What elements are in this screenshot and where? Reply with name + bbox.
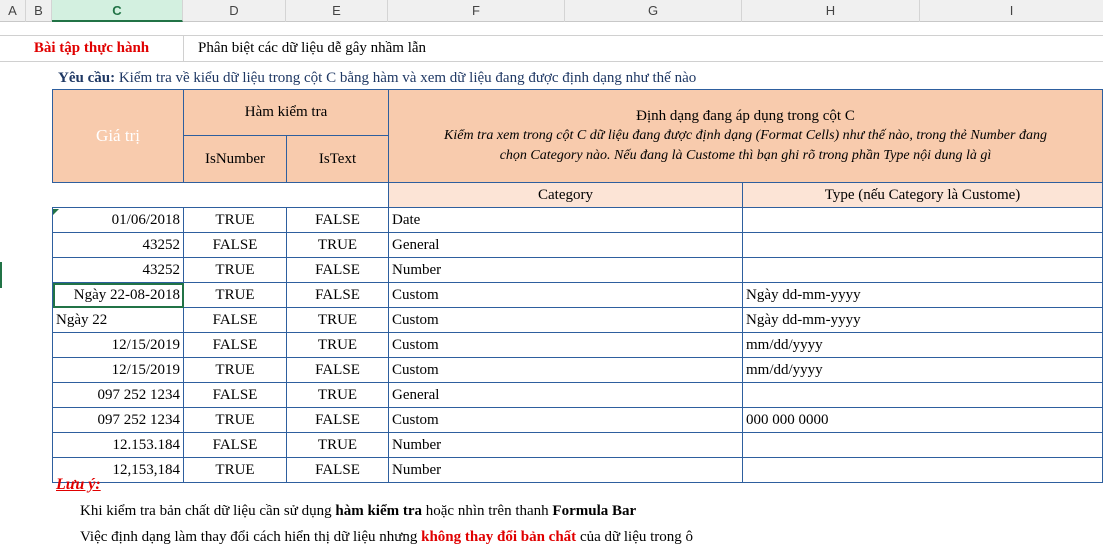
isnumber-cell[interactable]: TRUE xyxy=(184,258,287,283)
category-cell[interactable]: Custom xyxy=(389,333,743,358)
isnumber-cell[interactable]: TRUE xyxy=(184,358,287,383)
column-header-h[interactable]: H xyxy=(742,0,920,22)
isnumber-cell[interactable]: TRUE xyxy=(184,458,287,483)
type-cell[interactable] xyxy=(743,208,1103,233)
note-1-bold-a: hàm kiểm tra xyxy=(335,503,423,519)
isnumber-cell[interactable]: TRUE xyxy=(184,408,287,433)
format-description-1: Kiểm tra xem trong cột C dữ liệu đang được định dạng (Format Cells) như thế nào, trong thẻ Number đang xyxy=(444,128,1047,143)
isnumber-cell[interactable]: FALSE xyxy=(184,308,287,333)
isnumber-cell[interactable]: FALSE xyxy=(184,433,287,458)
table-row xyxy=(53,383,1103,408)
note-line-1 xyxy=(80,500,636,522)
table-row xyxy=(53,208,1103,233)
table-row xyxy=(53,233,1103,258)
exercise-title: Phân biệt các dữ liệu dễ gây nhầm lẫn xyxy=(198,40,427,56)
format-description-2: chọn Category nào. Nếu đang là Custome thì bạn ghi rõ trong phần Type nội dung là gì xyxy=(499,148,992,163)
error-indicator-icon[interactable] xyxy=(53,209,59,215)
istext-cell[interactable]: TRUE xyxy=(287,308,389,333)
header-format[interactable] xyxy=(389,90,1103,183)
note-2-text-b: của dữ liệu trong ô xyxy=(576,529,694,545)
table-row xyxy=(53,408,1103,433)
table-row xyxy=(53,358,1103,383)
note-1-bold-b: Formula Bar xyxy=(552,503,637,519)
note-label: Lưu ý: xyxy=(56,476,101,493)
value-cell[interactable]: 097 252 1234 xyxy=(53,383,184,408)
column-header-i[interactable]: I xyxy=(1009,3,1014,18)
header-isnumber[interactable]: IsNumber xyxy=(184,136,287,183)
istext-cell[interactable]: FALSE xyxy=(287,408,389,433)
column-header-e[interactable]: E xyxy=(286,0,388,22)
table-row xyxy=(53,458,1103,483)
note-2-highlight: không thay đổi bản chất xyxy=(421,529,577,545)
data-table xyxy=(52,89,1103,483)
type-cell[interactable] xyxy=(743,433,1103,458)
column-header-a[interactable]: A xyxy=(0,0,26,22)
note-1-text-b: hoặc nhìn trên thanh xyxy=(422,503,553,519)
table-row xyxy=(53,258,1103,283)
title-row-divider xyxy=(183,35,184,62)
value-cell[interactable]: 12/15/2019 xyxy=(53,333,184,358)
header-value[interactable]: Giá trị xyxy=(53,90,184,183)
type-cell[interactable] xyxy=(743,258,1103,283)
category-cell[interactable]: Custom xyxy=(389,358,743,383)
table-row xyxy=(53,308,1103,333)
istext-cell[interactable]: FALSE xyxy=(287,208,389,233)
column-header-f[interactable]: F xyxy=(388,0,565,22)
category-cell[interactable]: Number xyxy=(389,258,743,283)
header-check-functions[interactable]: Hàm kiểm tra xyxy=(184,90,389,136)
value-cell[interactable]: 12,153,184 xyxy=(53,458,184,483)
isnumber-cell[interactable]: FALSE xyxy=(184,383,287,408)
type-cell[interactable] xyxy=(743,458,1103,483)
category-cell[interactable]: Custom xyxy=(389,308,743,333)
note-line-2 xyxy=(80,526,693,548)
requirement-text: Kiểm tra về kiểu dữ liệu trong cột C bằng hàm và xem dữ liệu đang được định dạng như thế nào xyxy=(115,70,697,86)
note-1-text-a: Khi kiểm tra bản chất dữ liệu cần sử dụng xyxy=(80,503,336,519)
value-cell[interactable]: Ngày 22 xyxy=(53,308,184,333)
value-cell[interactable]: 01/06/2018 xyxy=(53,208,184,233)
category-cell[interactable]: General xyxy=(389,383,743,408)
header-istext[interactable]: IsText xyxy=(287,136,389,183)
value-cell[interactable]: 12/15/2019 xyxy=(53,358,184,383)
header-category[interactable]: Category xyxy=(389,183,743,208)
isnumber-cell[interactable]: TRUE xyxy=(184,283,287,308)
istext-cell[interactable]: TRUE xyxy=(287,233,389,258)
type-cell[interactable] xyxy=(743,233,1103,258)
istext-cell[interactable]: TRUE xyxy=(287,433,389,458)
column-header-b[interactable]: B xyxy=(26,0,52,22)
istext-cell[interactable]: TRUE xyxy=(287,383,389,408)
row-selection-marker xyxy=(0,262,2,288)
table-row xyxy=(53,283,1103,308)
requirement-label: Yêu cầu: xyxy=(58,70,116,86)
istext-cell[interactable]: FALSE xyxy=(287,283,389,308)
value-cell[interactable]: 43252 xyxy=(53,258,184,283)
exercise-label: Bài tập thực hành xyxy=(33,40,150,56)
type-cell[interactable]: mm/dd/yyyy xyxy=(743,333,1103,358)
istext-cell[interactable]: TRUE xyxy=(287,333,389,358)
value-cell[interactable]: Ngày 22-08-2018 xyxy=(53,283,184,308)
istext-cell[interactable]: FALSE xyxy=(287,258,389,283)
type-cell[interactable] xyxy=(743,383,1103,408)
type-cell[interactable]: Ngày dd-mm-yyyy xyxy=(743,308,1103,333)
isnumber-cell[interactable]: TRUE xyxy=(184,208,287,233)
category-cell[interactable]: Custom xyxy=(389,283,743,308)
type-cell[interactable]: 000 000 0000 xyxy=(743,408,1103,433)
header-type[interactable]: Type (nếu Category là Custome) xyxy=(743,183,1103,208)
column-header-d[interactable]: D xyxy=(183,0,286,22)
type-cell[interactable]: mm/dd/yyyy xyxy=(743,358,1103,383)
format-title: Định dạng đang áp dụng trong cột C xyxy=(636,108,855,124)
category-cell[interactable]: General xyxy=(389,233,743,258)
category-cell[interactable]: Date xyxy=(389,208,743,233)
istext-cell[interactable]: FALSE xyxy=(287,458,389,483)
isnumber-cell[interactable]: FALSE xyxy=(184,233,287,258)
type-cell[interactable]: Ngày dd-mm-yyyy xyxy=(743,283,1103,308)
table-row xyxy=(53,433,1103,458)
column-header-g[interactable]: G xyxy=(565,0,742,22)
value-cell[interactable]: 43252 xyxy=(53,233,184,258)
value-cell[interactable]: 12.153.184 xyxy=(53,433,184,458)
requirement-line xyxy=(58,68,696,88)
note-2-text-a: Việc định dạng làm thay đổi cách hiển thị dữ liệu nhưng xyxy=(80,529,422,545)
category-cell[interactable]: Custom xyxy=(389,408,743,433)
value-cell[interactable]: 097 252 1234 xyxy=(53,408,184,433)
istext-cell[interactable]: FALSE xyxy=(287,358,389,383)
column-header-c[interactable]: C xyxy=(52,0,183,22)
column-header-bar xyxy=(0,0,1103,22)
table-row xyxy=(53,333,1103,358)
isnumber-cell[interactable]: FALSE xyxy=(184,333,287,358)
category-cell[interactable]: Number xyxy=(389,433,743,458)
category-cell[interactable]: Number xyxy=(389,458,743,483)
